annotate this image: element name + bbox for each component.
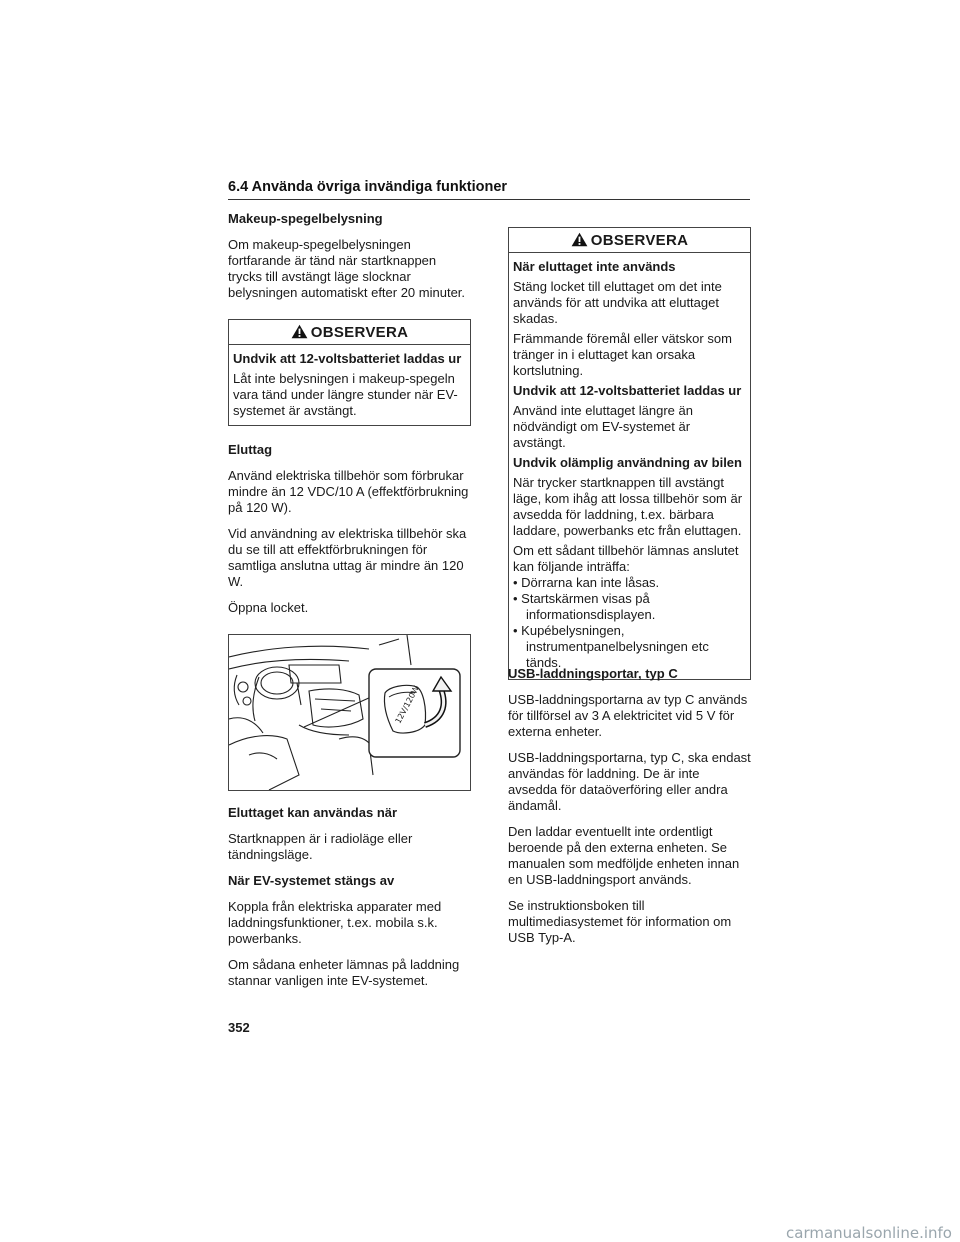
usb-paragraph-2: USB-laddningsportarna, typ C, ska endast användas för laddning. De är inte avsedda för dataöverföring eller andra ändamål.: [508, 750, 751, 813]
notice-text: Låt inte belysningen i makeup-spegeln vara tänd under längre stunder när EV-systemet är avstängt.: [233, 371, 458, 418]
outlet-illustration: [228, 634, 471, 791]
notice-title: OBSERVERA: [590, 232, 689, 249]
outlet-paragraph-3: Öppna locket.: [228, 600, 309, 615]
mirror-text: Om makeup-spegelbelysningen fortfarande är tänd när startknappen trycks till avstängt läge slocknar belysningen automatiskt efter 20 minuter.: [228, 237, 466, 300]
usb-paragraph-1: USB-laddningsportarna av typ C används för tillförsel av 3 A elektricitet vid 5 V för externa enheter.: [508, 692, 748, 739]
usb-paragraph-4: Se instruktionsboken till multimediasystemet för information om USB Typ-A.: [508, 898, 732, 945]
header-divider: [228, 199, 750, 200]
notice-heading-battery: Undvik att 12-voltsbatteriet laddas ur: [513, 383, 742, 398]
notice-heading-misuse: Undvik olämplig användning av bilen: [513, 455, 742, 470]
warning-icon: [291, 324, 308, 339]
notice-body: [509, 253, 750, 679]
left-column: [228, 211, 471, 999]
notice-heading: Undvik att 12-voltsbatteriet laddas ur: [233, 351, 462, 366]
usb-heading: USB-laddningsportar, typ C: [508, 666, 678, 681]
list-item: • Startskärmen visas på informationsdisplayen.: [513, 591, 656, 622]
car-interior-drawing: [229, 635, 470, 790]
list-item: • Dörrarna kan inte låsas.: [513, 575, 660, 590]
outlet-label: 12V/120W: [393, 684, 421, 726]
outlet-heading: Eluttag: [228, 442, 273, 457]
notice-paragraph-5: Om ett sådant tillbehör lämnas anslutet kan följande inträffa:: [513, 543, 739, 574]
warning-icon: [571, 232, 588, 247]
ev-off-paragraph-1: Koppla från elektriska apparater med laddningsfunktioner, t.ex. mobila s.k. powerbanks.: [228, 899, 442, 946]
notice-paragraph-2: Främmande föremål eller vätskor som tränger in i eluttaget kan orsaka kortslutning.: [513, 331, 732, 378]
watermark: carmanualsonline.info: [786, 1224, 952, 1242]
right-column-notice: [508, 227, 751, 692]
usable-text: Startknappen är i radioläge eller tändningsläge.: [228, 831, 413, 862]
list-item: • Kupébelysningen, instrumentpanelbelysningen etc tänds.: [513, 623, 709, 670]
notice-heading-unused: När eluttaget inte används: [513, 259, 676, 274]
ev-off-heading: När EV-systemet stängs av: [228, 873, 395, 888]
page-number: 352: [228, 1020, 250, 1035]
notice-box-outlet: [508, 227, 751, 680]
notice-box-battery: [228, 319, 471, 426]
consequence-list: [513, 575, 744, 671]
section-title: 6.4 Använda övriga invändiga funktioner: [228, 179, 508, 195]
outlet-paragraph-1: Använd elektriska tillbehör som förbrukar mindre än 12 VDC/10 A (effektförbrukning på 120 W).: [228, 468, 469, 515]
mirror-heading: Makeup-spegelbelysning: [228, 211, 383, 226]
notice-header: [509, 228, 750, 253]
notice-body: [229, 345, 470, 425]
outlet-paragraph-2: Vid användning av elektriska tillbehör ska du se till att effektförbrukningen för samtliga anslutna uttag är mindre än 120 W.: [228, 526, 467, 589]
notice-paragraph-4: När trycker startknappen till avstängt läge, kom ihåg att lossa tillbehör som är avsedda för laddning, t.ex. bärbara laddare, powerbanks etc från eluttagen.: [513, 475, 743, 538]
right-column-usb: [508, 666, 751, 956]
notice-header: [229, 320, 470, 345]
usable-heading: Eluttaget kan användas när: [228, 805, 398, 820]
usb-paragraph-3: Den laddar eventuellt inte ordentligt beroende på den externa enheten. Se manualen som medföljde enheten innan en USB-laddningsport används.: [508, 824, 740, 887]
notice-title: OBSERVERA: [310, 324, 409, 341]
notice-paragraph-1: Stäng locket till eluttaget om det inte används för att undvika att eluttaget skadas.: [513, 279, 722, 326]
notice-paragraph-3: Använd inte eluttaget längre än nödvändigt om EV-systemet är avstängt.: [513, 403, 693, 450]
ev-off-paragraph-2: Om sådana enheter lämnas på laddning stannar vanligen inte EV-systemet.: [228, 957, 460, 988]
